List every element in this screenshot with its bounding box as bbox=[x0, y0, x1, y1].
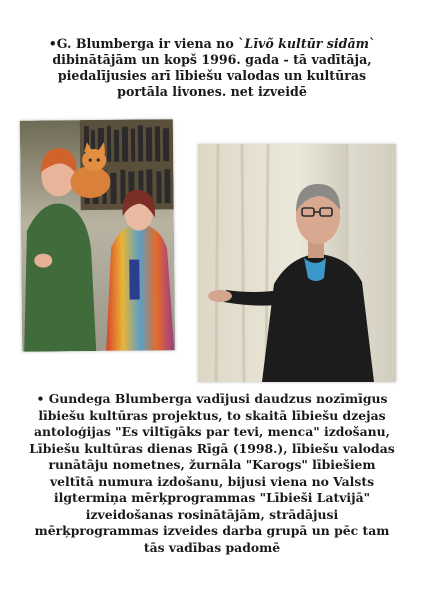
photo-two-women-with-cat bbox=[20, 119, 175, 352]
photo-woman-gesturing bbox=[198, 144, 396, 382]
intro-title-italic: Līvõ kultūr sidām bbox=[244, 36, 369, 51]
body-line: izveidošanas rosinātājām, strādājusi bbox=[85, 506, 339, 522]
photo-left-image bbox=[20, 119, 175, 352]
intro-line-text: •G. Blumberga ir viena no `Līvõ kultūr sidām` bbox=[48, 36, 376, 51]
body-line: mērķprogrammas izveides darba grupā un pēc tam bbox=[34, 523, 390, 538]
body-line: • Gundega Blumberga vadījusi daudzus nozīmīgus bbox=[36, 391, 388, 406]
photo-right-image bbox=[198, 144, 396, 382]
body-line: veltītā numura izdošanu, bijusi viena no Valsts bbox=[49, 473, 375, 489]
body-line: runātāju nometnes, žurnāla "Karogs" lībiešiem bbox=[48, 457, 376, 472]
intro-paragraph bbox=[16, 36, 408, 100]
intro-line bbox=[16, 36, 408, 52]
intro-line: portāla livones. net izveidē bbox=[117, 84, 307, 99]
body-line: tās vadības padomē bbox=[143, 539, 281, 555]
body-line: Lībiešu kultūras dienas Rīgā (1998.), lībiešu valodas bbox=[29, 440, 395, 456]
body-line: lībiešu kultūras projektus, to skaitā lībiešu dzejas bbox=[38, 407, 386, 423]
intro-line: piedalījusies arī lībiešu valodas un kultūras bbox=[57, 68, 367, 83]
body-line: antoloģijas "Es viltīgāks par tevi, menca" izdošanu, bbox=[34, 424, 390, 439]
intro-line: dibinātājām un kopš 1996. gada - tā vadītāja, bbox=[52, 52, 372, 67]
body-line: ilgtermiņa mērķprogrammas "Lībieši Latvijā" bbox=[53, 490, 371, 505]
body-paragraph bbox=[20, 391, 404, 556]
